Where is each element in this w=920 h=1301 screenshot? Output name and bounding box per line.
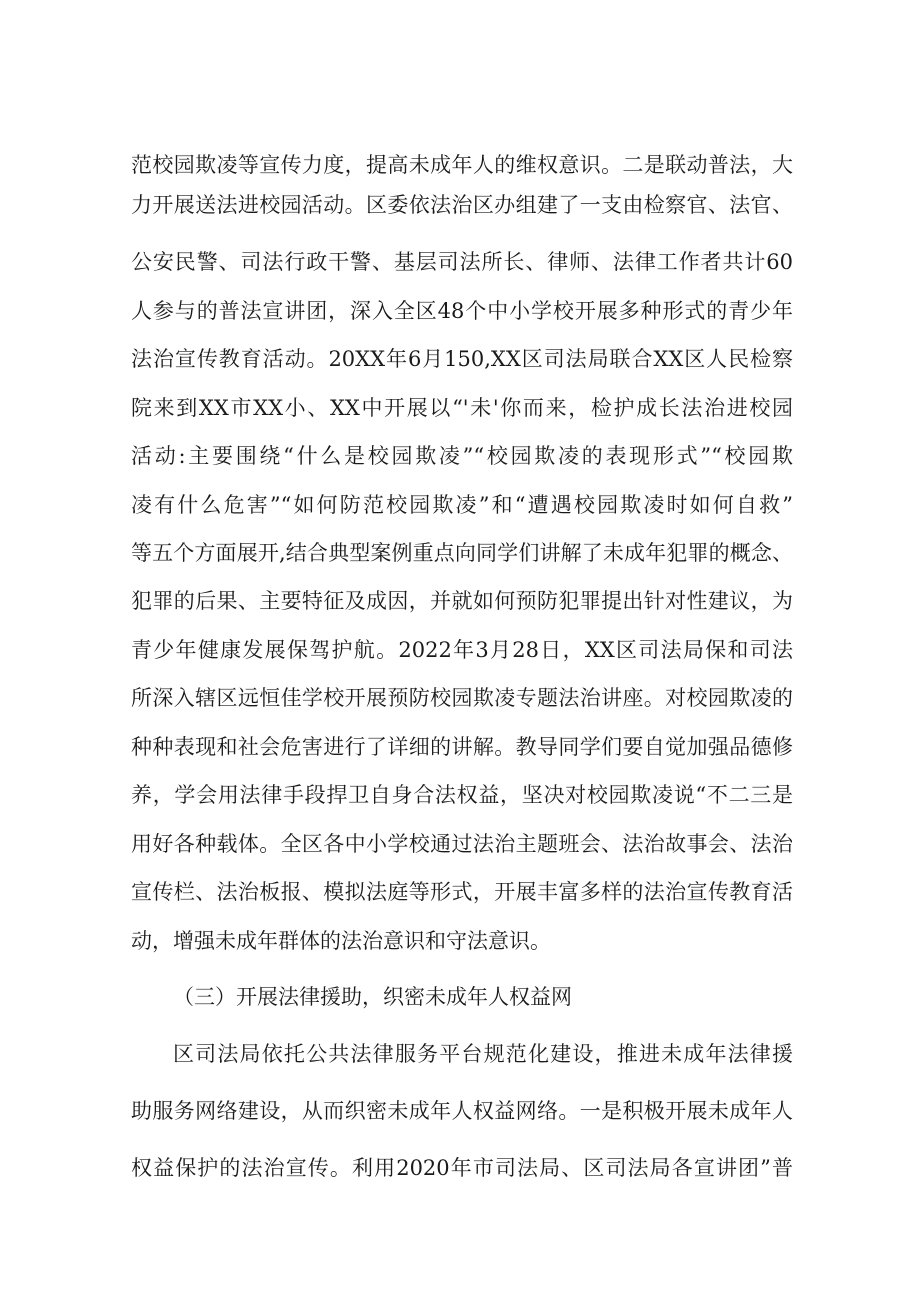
body-line: 法治宣传教育活动。20XX年6月150,XX区司法局联合XX区人民检察 bbox=[131, 347, 793, 371]
body-line: 用好各种载体。全区各中小学校通过法治主题班会、法治故事会、法治 bbox=[131, 832, 793, 856]
body-line: 动，增强未成年群体的法治意识和守法意识。 bbox=[131, 929, 551, 953]
body-line: 种种表现和社会危害进行了详细的讲解。教导同学们要自觉加强品德修 bbox=[131, 735, 793, 759]
body-line: 力开展送法进校园活动。区委依法治区办组建了一支由检察官、法官、 bbox=[131, 193, 793, 217]
body-line: 等五个方面展开,结合典型案例重点向同学们讲解了未成年犯罪的概念、 bbox=[131, 541, 793, 565]
body-line: 活动:主要围绕“什么是校园欺凌”“校园欺凌的表现形式”“校园欺 bbox=[131, 444, 793, 468]
body-line: 宣传栏、法治板报、模拟法庭等形式，开展丰富多样的法治宣传教育活 bbox=[131, 880, 793, 904]
body-line: 凌有什么危害”“如何防范校园欺凌”和“遭遇校园欺凌时如何自救” bbox=[131, 493, 793, 517]
body-line: 范校园欺凌等宣传力度，提高未成年人的维权意识。二是联动普法，大 bbox=[131, 153, 793, 177]
body-line: 所深入辖区远恒佳学校开展预防校园欺凌专题法治讲座。对校园欺凌的 bbox=[131, 686, 793, 710]
body-line: 院来到XX市XX小、XX中开展以“'未'你而来，检护成长法治进校园 bbox=[131, 396, 793, 420]
body-line: 人参与的普法宣讲团，深入全区48个中小学校开展多种形式的青少年 bbox=[131, 299, 793, 323]
body-line: 公安民警、司法行政干警、基层司法所长、律师、法律工作者共计60 bbox=[131, 250, 793, 274]
body-line: 区司法局依托公共法律服务平台规范化建设，推进未成年法律援 bbox=[173, 1042, 793, 1066]
body-line: 权益保护的法治宣传。利用2020年市司法局、区司法局各宣讲团”普 bbox=[131, 1156, 793, 1180]
body-line: 青少年健康发展保驾护航。2022年3月28日，XX区司法局保和司法 bbox=[131, 638, 793, 662]
section-heading: （三）开展法律援助，织密未成年人权益网 bbox=[173, 985, 572, 1009]
body-line: 犯罪的后果、主要特征及成因，并就如何预防犯罪提出针对性建议，为 bbox=[131, 589, 793, 613]
body-line: 助服务网络建设，从而织密未成年人权益网络。一是积极开展未成年人 bbox=[131, 1099, 793, 1123]
body-line: 养，学会用法律手段捍卫自身合法权益，坚决对校园欺凌说“不二三是 bbox=[131, 783, 793, 807]
